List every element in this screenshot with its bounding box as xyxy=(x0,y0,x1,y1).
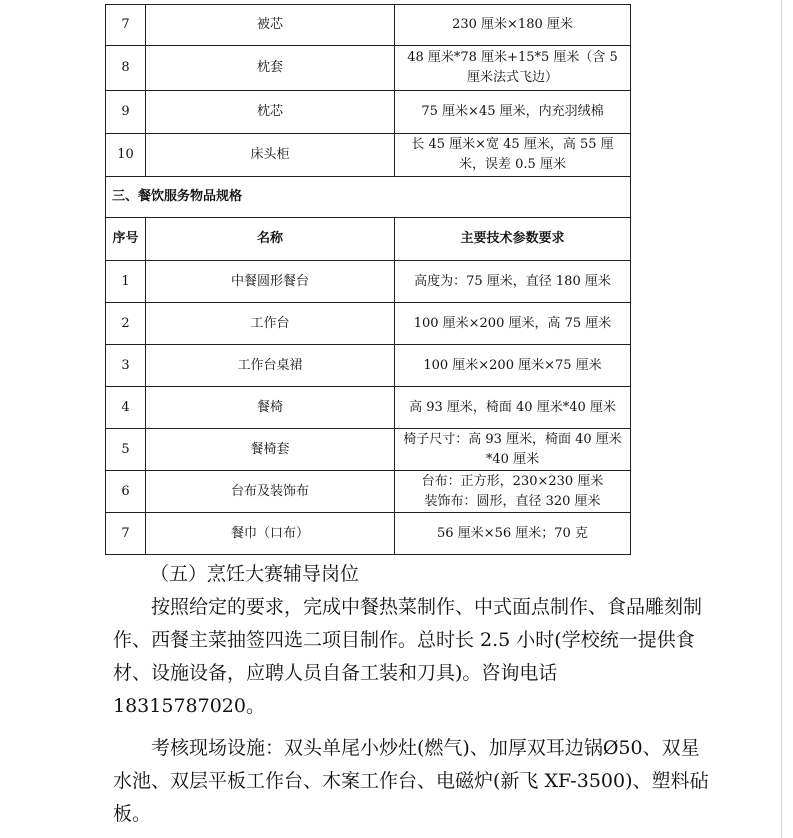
item-name: 餐椅 xyxy=(146,387,395,429)
item-name: 床头柜 xyxy=(146,134,395,177)
table-row xyxy=(106,471,631,513)
table-row xyxy=(106,345,631,387)
table-row xyxy=(106,134,631,177)
row-number: 7 xyxy=(106,5,146,46)
page-edge-line xyxy=(781,0,782,838)
row-number: 3 xyxy=(106,345,146,387)
item-spec: 高 93 厘米，椅面 40 厘米*40 厘米 xyxy=(395,387,631,429)
header-number: 序号 xyxy=(106,218,146,261)
table-row xyxy=(106,91,631,134)
row-number: 4 xyxy=(106,387,146,429)
table-row xyxy=(106,513,631,555)
table-row xyxy=(106,261,631,303)
item-name: 工作台 xyxy=(146,303,395,345)
table-row xyxy=(106,429,631,471)
item-name: 被芯 xyxy=(146,5,395,46)
item-spec: 75 厘米×45 厘米，内充羽绒棉 xyxy=(395,91,631,134)
item-spec: 100 厘米×200 厘米×75 厘米 xyxy=(395,345,631,387)
item-name: 餐椅套 xyxy=(146,429,395,471)
row-number: 1 xyxy=(106,261,146,303)
table-row xyxy=(106,5,631,46)
row-number: 7 xyxy=(106,513,146,555)
item-spec: 230 厘米×180 厘米 xyxy=(395,5,631,46)
specification-table xyxy=(105,4,631,555)
header-name: 名称 xyxy=(146,218,395,261)
item-spec: 椅子尺寸：高 93 厘米，椅面 40 厘米*40 厘米 xyxy=(395,429,631,471)
section-title: 三、餐饮服务物品规格 xyxy=(106,177,631,218)
table-header-row xyxy=(106,218,631,261)
section-subheading: （五）烹饪大赛辅导岗位 xyxy=(150,563,360,585)
row-number: 2 xyxy=(106,303,146,345)
item-name: 餐巾（口布） xyxy=(146,513,395,555)
row-number: 10 xyxy=(106,134,146,177)
table-row xyxy=(106,303,631,345)
body-paragraph: 按照给定的要求，完成中餐热菜制作、中式面点制作、食品雕刻制作、西餐主菜抽签四选二项目制作。总时长 2.5 小时(学校统一提供食材、设施设备，应聘人员自备工装和刀具)。咨询电话 18315787020。 xyxy=(113,596,703,717)
item-spec: 高度为：75 厘米，直径 180 厘米 xyxy=(395,261,631,303)
row-number: 6 xyxy=(106,471,146,513)
header-spec: 主要技术参数要求 xyxy=(395,218,631,261)
row-number: 9 xyxy=(106,91,146,134)
item-spec: 56 厘米×56 厘米；70 克 xyxy=(395,513,631,555)
item-spec xyxy=(395,471,631,513)
item-name: 中餐圆形餐台 xyxy=(146,261,395,303)
row-number: 5 xyxy=(106,429,146,471)
item-name: 枕套 xyxy=(146,46,395,91)
item-spec: 48 厘米*78 厘米+15*5 厘米（含 5 厘米法式飞边） xyxy=(395,46,631,91)
section-title-row xyxy=(106,177,631,218)
table-row xyxy=(106,387,631,429)
table-row xyxy=(106,46,631,91)
item-name: 工作台桌裙 xyxy=(146,345,395,387)
item-spec-line: 装饰布：圆形，直径 320 厘米 xyxy=(424,493,601,509)
item-spec: 长 45 厘米×宽 45 厘米，高 55 厘米，误差 0.5 厘米 xyxy=(395,134,631,177)
item-spec-line: 台布：正方形，230×230 厘米 xyxy=(421,473,604,489)
item-name: 台布及装饰布 xyxy=(146,471,395,513)
item-name: 枕芯 xyxy=(146,91,395,134)
item-spec: 100 厘米×200 厘米，高 75 厘米 xyxy=(395,303,631,345)
row-number: 8 xyxy=(106,46,146,91)
body-paragraph: 考核现场设施：双头单尾小炒灶(燃气)、加厚双耳边锅Ø50、双星水池、双层平板工作台、木案工作台、电磁炉(新飞 XF-3500)、塑料砧板。 xyxy=(113,737,709,825)
